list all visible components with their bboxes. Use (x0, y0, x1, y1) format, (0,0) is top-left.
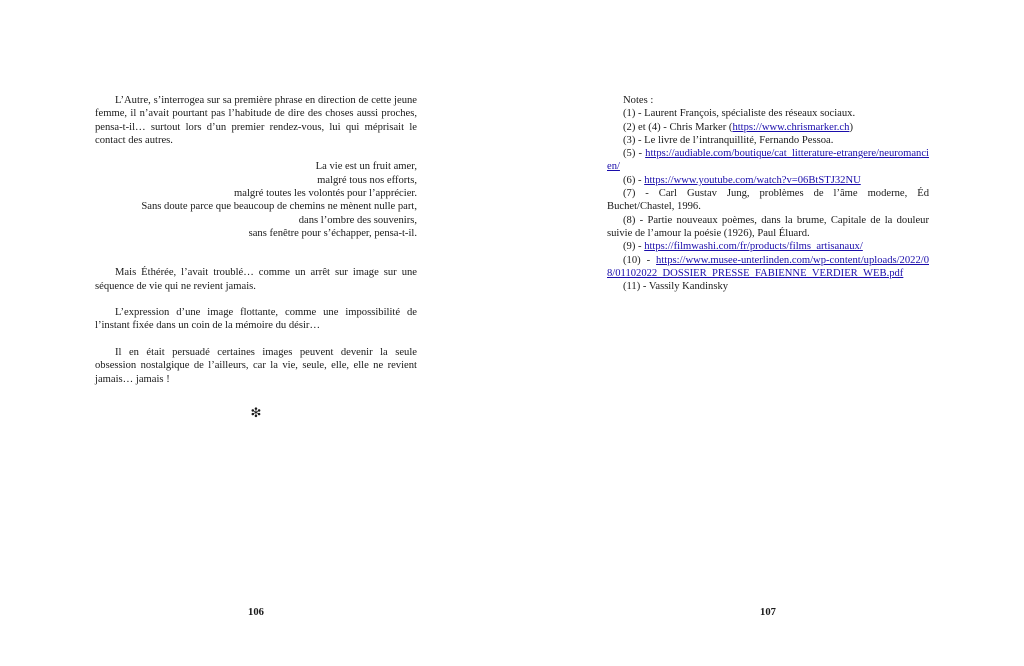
note-link[interactable]: https://www.youtube.com/watch?v=06BtSTJ32NU (644, 174, 861, 186)
paragraph-2: Mais Éthérée, l’avait troublé… comme un arrêt sur image sur une séquence de vie qui ne revient jamais. (95, 267, 417, 292)
note-text: (2) et (4) - Chris Marker ( (623, 121, 733, 133)
poem-block (95, 160, 417, 240)
paragraph-4: Il en était persuadé certaines images peuvent devenir la seule obsession nostalgique de l’ailleurs, car la vie, seule, elle, elle ne revient jamais… jamais ! (95, 347, 417, 385)
right-page (512, 0, 1024, 666)
poem-line: dans l’ombre des souvenirs, (298, 214, 417, 226)
note-link[interactable]: https://filmwashi.com/fr/products/films_artisanaux/ (644, 241, 863, 253)
note-link[interactable]: https://www.musee-unterlinden.com/wp-content/uploads/2022/08/01102022_DOSSIER_PRESSE_FABIENNE_VERDIER_WEB.pdf (607, 254, 929, 279)
note-item (607, 240, 929, 253)
poem-line: malgré tous nos efforts, (317, 174, 417, 186)
notes-title: Notes : (623, 95, 654, 106)
note-text: (7) - Carl Gustav Jung, problèmes de l’âme moderne, Éd Buchet/Chastel, 1996. (607, 188, 929, 213)
note-item (607, 147, 929, 174)
left-text-column (95, 94, 417, 419)
note-item (607, 214, 929, 241)
note-item (607, 107, 929, 120)
note-item (607, 280, 929, 293)
note-item (607, 121, 929, 134)
paragraph-3: L’expression d’une image flottante, comme une impossibilité de l’instant fixée dans un coin de la mémoire du désir… (95, 307, 417, 332)
poem-line: Sans doute parce que beaucoup de chemins ne mènent nulle part, (141, 201, 417, 213)
note-link[interactable]: https://www.chrismarker.ch (732, 121, 850, 133)
note-link[interactable]: https://audiable.com/boutique/cat_litterature-etrangere/neuromancien/ (607, 148, 929, 173)
paragraph-1: L’Autre, s’interrogea sur sa première phrase en direction de cette jeune femme, il n’avait pourtant pas l’habitude de dire des choses aussi proches, pensa-t-il… surtout lors d’un premier rendez-vous, lui qui méprisait le contact des autres. (95, 95, 417, 146)
page-number: 106 (248, 607, 264, 618)
notes-column (607, 94, 929, 293)
note-text: (10) - (623, 254, 657, 266)
note-text: (5) - (623, 148, 646, 160)
note-text: (6) - (623, 174, 645, 186)
note-item (607, 134, 929, 147)
note-item (607, 174, 929, 187)
poem-line: malgré toutes les volontés pour l’apprécier. (234, 188, 417, 200)
note-text: (1) - Laurent François, spécialiste des réseaux sociaux. (623, 108, 856, 120)
note-item (607, 187, 929, 214)
note-item (607, 254, 929, 281)
poem-line: sans fenêtre pour s’échapper, pensa-t-il. (248, 227, 417, 239)
note-text: (11) - Vassily Kandinsky (623, 281, 729, 293)
note-text: (8) - Partie nouveaux poèmes, dans la brume, Capitale de la douleur suivie de l’amour la poésie (1926), Paul Éluard. (607, 214, 929, 239)
poem-line: La vie est un fruit amer, (315, 161, 417, 173)
note-text: ) (849, 121, 853, 133)
note-text: (3) - Le livre de l’intranquillité, Fernando Pessoa. (623, 134, 834, 146)
page-number: 107 (760, 607, 776, 618)
section-ornament: ❇ (250, 404, 262, 420)
note-text: (9) - (623, 241, 645, 253)
